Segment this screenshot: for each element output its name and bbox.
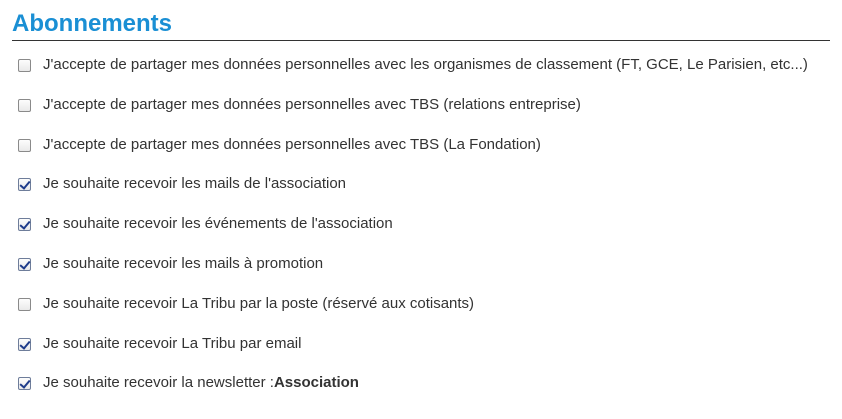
checkbox-tribu-post[interactable] xyxy=(18,298,31,311)
subscription-options-list xyxy=(18,55,830,413)
checkbox-association-events[interactable] xyxy=(18,218,31,231)
option-label: Je souhaite recevoir les mails de l'association xyxy=(43,175,347,193)
option-share-tbs-foundation[interactable] xyxy=(18,135,830,175)
option-label: J'accepte de partager mes données personnelles avec TBS (relations entreprise) xyxy=(43,95,581,113)
checkbox-share-tbs-foundation[interactable] xyxy=(18,139,31,152)
option-label: Je souhaite recevoir La Tribu par la poste (réservé aux cotisants) xyxy=(43,294,475,312)
option-tribu-post[interactable] xyxy=(18,294,830,334)
checkbox-share-ranking-organisms[interactable] xyxy=(18,59,31,72)
option-label: Je souhaite recevoir les événements de l'association xyxy=(43,215,393,233)
checkbox-share-tbs-business[interactable] xyxy=(18,99,31,112)
option-tribu-email[interactable] xyxy=(18,334,830,374)
option-label: Je souhaite recevoir la newsletter : xyxy=(43,374,274,392)
option-label: J'accepte de partager mes données personnelles avec TBS (La Fondation) xyxy=(43,135,541,153)
option-association-events[interactable] xyxy=(18,214,830,254)
option-promotion-mails[interactable] xyxy=(18,254,830,294)
option-association-mails[interactable] xyxy=(18,174,830,214)
option-label: Je souhaite recevoir les mails à promotion xyxy=(43,254,324,272)
checkbox-newsletter-association[interactable] xyxy=(18,377,31,390)
subscriptions-section xyxy=(12,0,830,392)
checkbox-promotion-mails[interactable] xyxy=(18,258,31,271)
option-newsletter-association[interactable] xyxy=(18,373,830,413)
newsletter-name: Association xyxy=(273,374,359,392)
checkbox-association-mails[interactable] xyxy=(18,178,31,191)
section-title: Abonnements xyxy=(12,0,830,41)
option-label: Je souhaite recevoir La Tribu par email xyxy=(43,334,302,352)
option-share-ranking-organisms[interactable] xyxy=(18,55,830,95)
option-label: J'accepte de partager mes données personnelles avec les organismes de classement (FT, GCE, Le Parisien, etc...) xyxy=(43,56,808,73)
option-share-tbs-business[interactable] xyxy=(18,95,830,135)
checkbox-tribu-email[interactable] xyxy=(18,338,31,351)
